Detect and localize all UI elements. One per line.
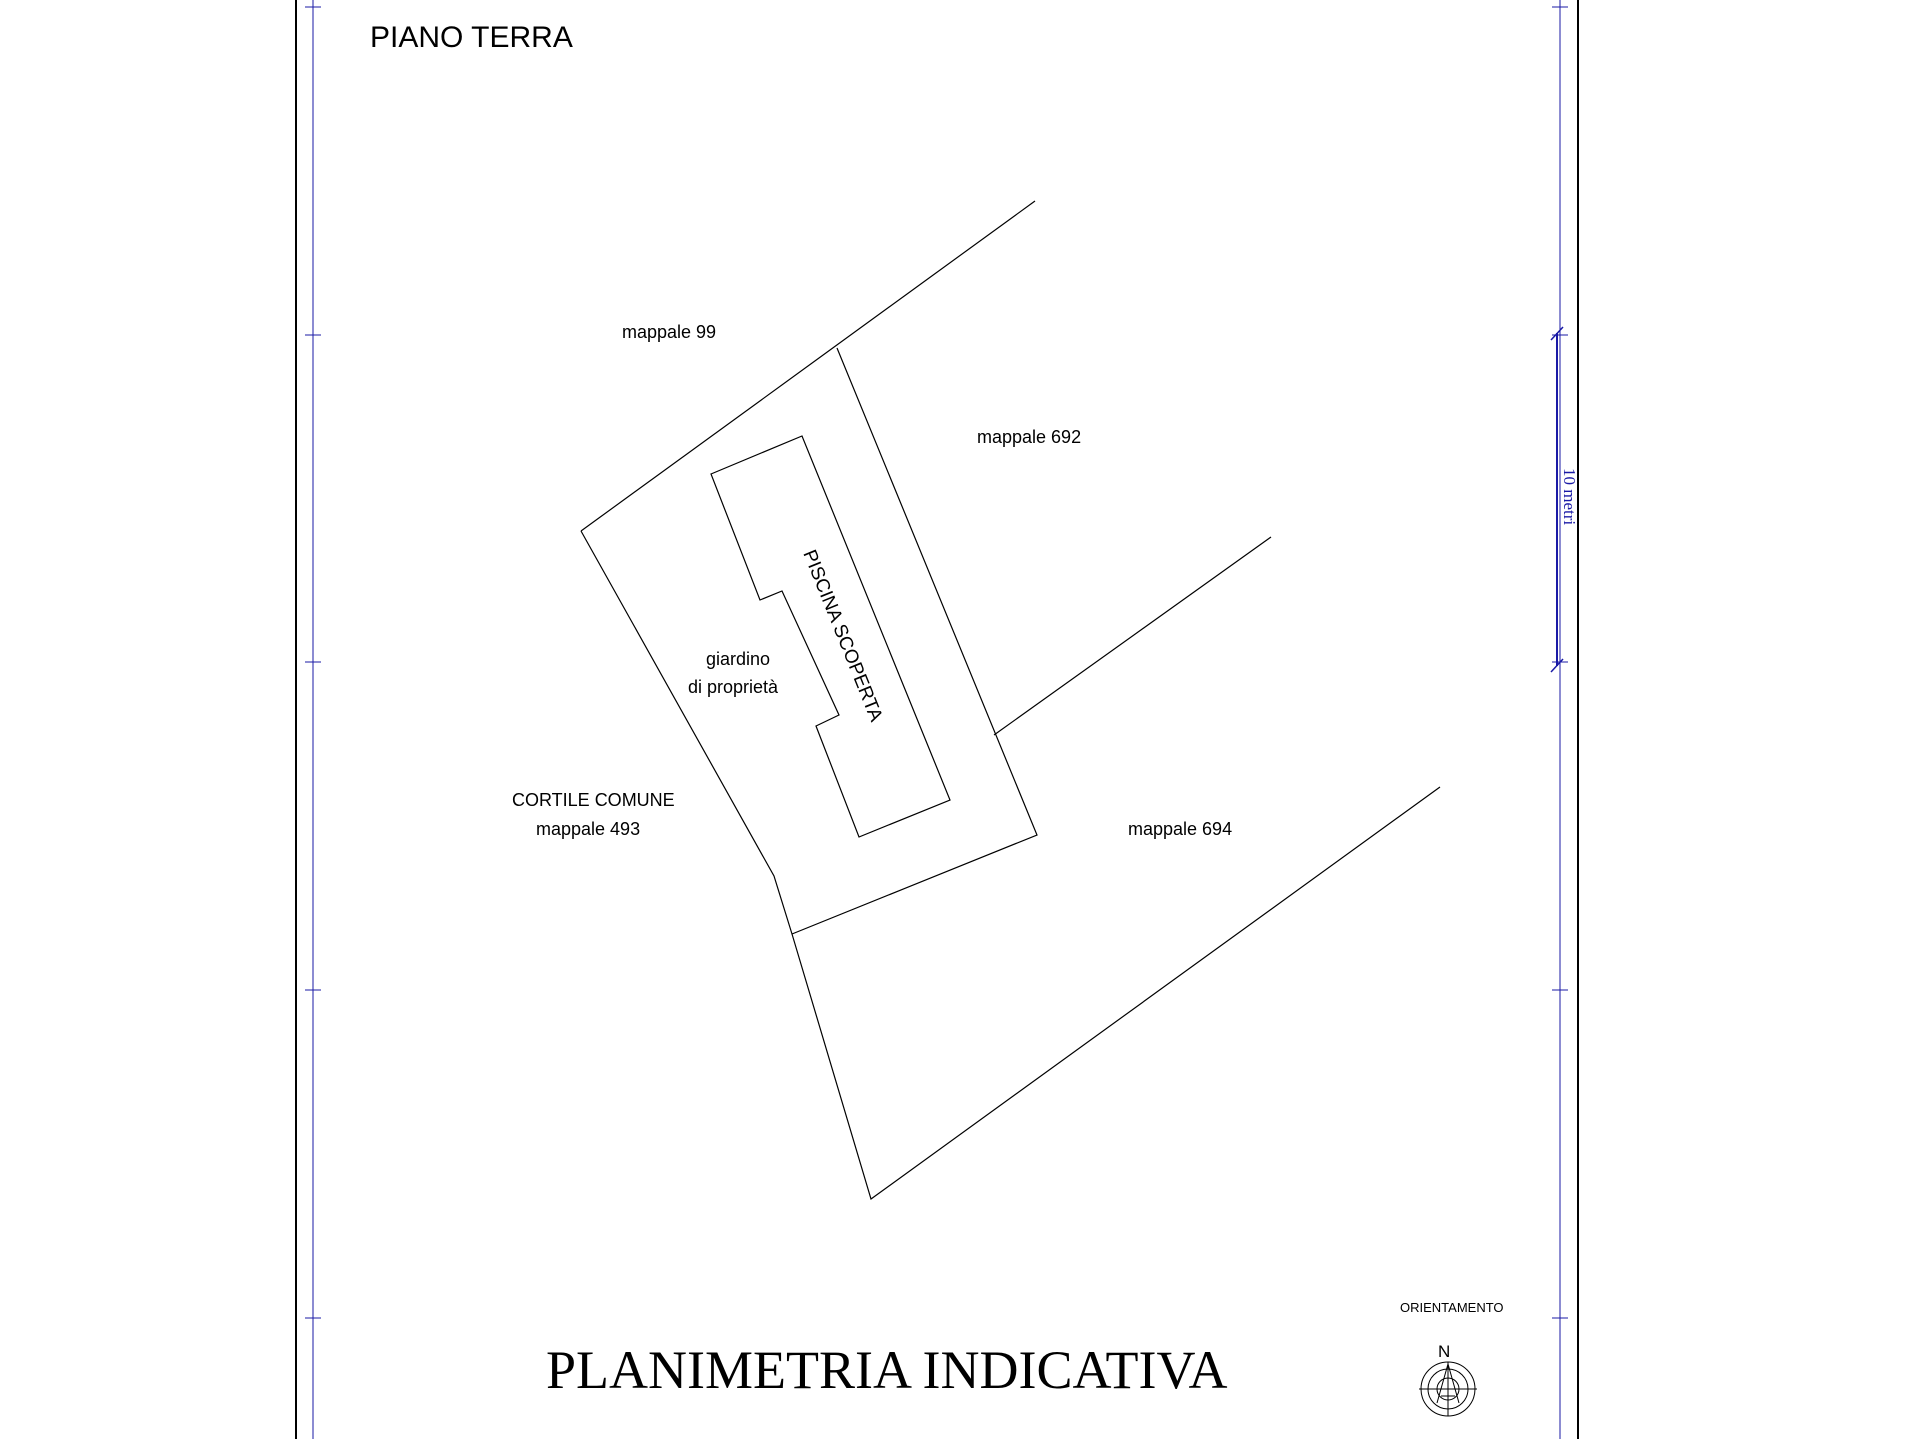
- parcel-label-694: mappale 694: [1128, 819, 1233, 839]
- pool-outline: [711, 436, 950, 837]
- courtyard-label: CORTILE COMUNE: [512, 790, 675, 810]
- garden-ownership-label: di proprietà: [688, 677, 779, 697]
- parcel-label-692: mappale 692: [977, 427, 1082, 447]
- orientation-block: [1400, 1300, 1504, 1416]
- boundary-line-692-694: [994, 537, 1271, 735]
- scale-bar: [1551, 327, 1579, 672]
- pool-label: PISCINA SCOPERTA: [798, 547, 887, 725]
- sheet-frame: [296, 0, 1578, 1439]
- boundary-line-south: [792, 787, 1440, 1199]
- boundary-line-north: [581, 201, 1035, 531]
- courtyard-parcel-label: mappale 493: [536, 819, 641, 839]
- plan-title: PLANIMETRIA INDICATIVA: [546, 1340, 1228, 1400]
- garden-label: giardino: [706, 649, 771, 669]
- north-compass-icon: [1419, 1362, 1477, 1416]
- property-lines: [581, 201, 1440, 1199]
- scale-label: 10 metri: [1560, 468, 1579, 526]
- orientation-label: ORIENTAMENTO: [1400, 1300, 1504, 1315]
- parcel-label-99: mappale 99: [622, 322, 717, 342]
- property-boundary: [581, 348, 1037, 934]
- floor-label: PIANO TERRA: [370, 21, 573, 54]
- north-label: N: [1438, 1342, 1451, 1361]
